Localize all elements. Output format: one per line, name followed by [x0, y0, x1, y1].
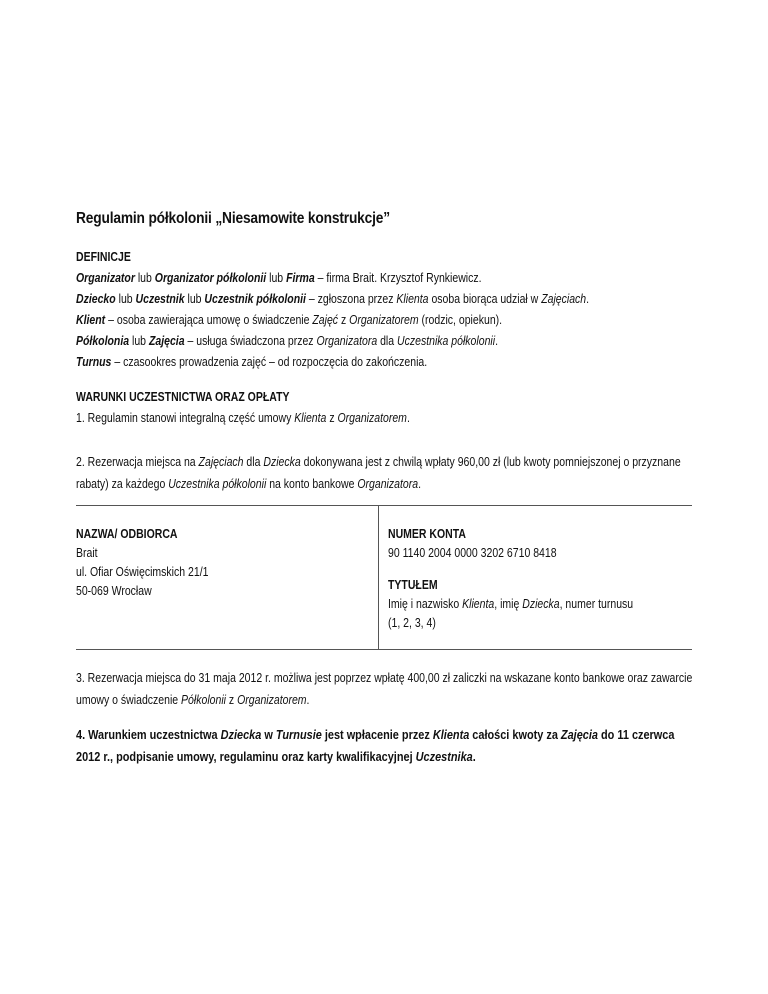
definition-turnus: Turnus – czasookres prowadzenia zajęć – od rozpoczęcia do zakończenia. [76, 355, 428, 369]
table-column-divider [378, 505, 379, 650]
recipient-city: 50-069 Wrocław [76, 584, 152, 598]
transfer-title-heading: TYTUŁEM [388, 578, 438, 592]
table-bottom-border [76, 649, 692, 650]
page-title: Regulamin półkolonii „Niesamowite konstrukcje” [76, 210, 390, 227]
condition-2 [76, 451, 681, 495]
condition-3 [76, 667, 693, 711]
condition-3-text: 3. Rezerwacja miejsca do 31 maja 2012 r. możliwa jest poprzez wpłatę 400,00 zł zaliczki na wskazane konto bankowe oraz zawarcie umowy o świadczenie Półkolonii z Organizatorem. [76, 671, 693, 707]
condition-4-text: 4. Warunkiem uczestnictwa Dziecka w Turnusie jest wpłacenie przez Klienta całości kwoty za Zajęcia do 11 czerwca 2012 r., podpisanie umowy, regulaminu oraz karty kwalifikacyjnej Uczestnika. [76, 727, 675, 764]
conditions-heading: WARUNKI UCZESTNICTWA ORAZ OPŁATY [76, 390, 290, 404]
condition-2-text: 2. Rezerwacja miejsca na Zajęciach dla Dziecka dokonywana jest z chwilą wpłaty 960,00 zł (lub kwoty pomniejszonej o przyznane rabaty) za każdego Uczestnika półkolonii na konto bankowe Organizatora. [76, 455, 681, 491]
definition-organizator: Organizator lub Organizator półkolonii lub Firma – firma Brait. Krzysztof Rynkiewicz. [76, 271, 482, 285]
definitions-section [76, 247, 681, 373]
recipient-street: ul. Ofiar Oświęcimskich 21/1 [76, 565, 209, 579]
definitions-heading: DEFINICJE [76, 250, 131, 264]
account-column [388, 524, 633, 633]
condition-4 [76, 724, 681, 768]
transfer-title-line-2: (1, 2, 3, 4) [388, 616, 436, 630]
transfer-title-line-1: Imię i nazwisko Klienta, imię Dziecka, numer turnusu [388, 597, 634, 611]
definition-dziecko: Dziecko lub Uczestnik lub Uczestnik półkolonii – zgłoszona przez Klienta osoba biorąca udział w Zajęciach. [76, 292, 590, 306]
table-top-border [76, 505, 692, 506]
account-heading: NUMER KONTA [388, 527, 466, 541]
conditions-section [76, 387, 681, 429]
recipient-heading: NAZWA/ ODBIORCA [76, 527, 178, 541]
definition-klient: Klient – osoba zawierająca umowę o świadczenie Zajęć z Organizatorem (rodzic, opiekun). [76, 313, 503, 327]
definition-polkolonia: Półkolonia lub Zajęcia – usługa świadczona przez Organizatora dla Uczestnika półkolonii. [76, 334, 499, 348]
account-number: 90 1140 2004 0000 3202 6710 8418 [388, 546, 557, 560]
condition-1: 1. Regulamin stanowi integralną część umowy Klienta z Organizatorem. [76, 411, 410, 425]
recipient-name: Brait [76, 546, 98, 560]
recipient-column [76, 524, 208, 601]
